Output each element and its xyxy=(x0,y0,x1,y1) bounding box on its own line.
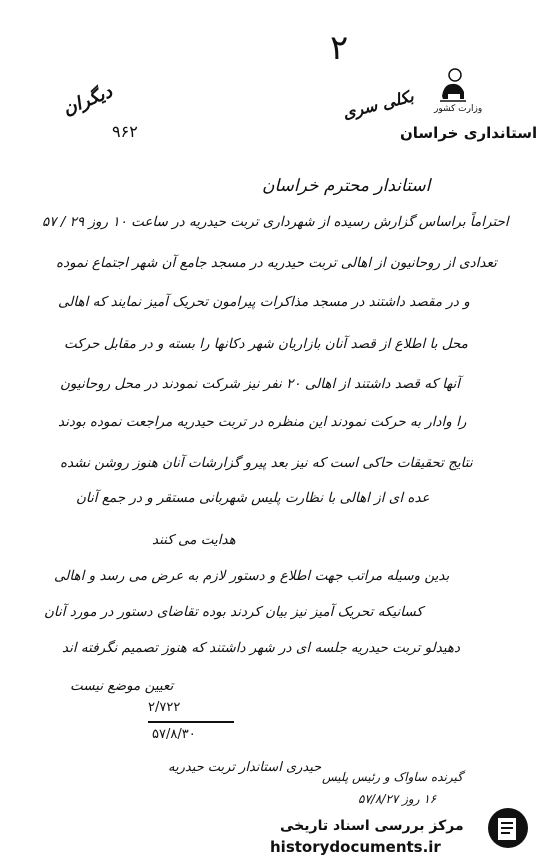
ministry-label: وزارت کشور xyxy=(434,104,483,114)
letter-line: عده ای از اهالی با نظارت پلیس شهربانی مستقر و در جمع آنان xyxy=(76,490,430,506)
letter-line: را وادار به حرکت نمودند این منظره در تربت حیدریه مراجعت نموده بودند xyxy=(58,414,467,430)
watermark-text: مرکز بررسی اسناد تاریخی xyxy=(280,818,464,834)
letter-line: آنها که قصد داشتند از اهالی ۲۰ نفر نیز شرکت نمودند در محل روحانیون xyxy=(60,376,461,392)
lion-and-sun-emblem-icon xyxy=(438,66,468,106)
margin-note: دیگران xyxy=(59,81,116,120)
addressee: استاندار محترم خراسان xyxy=(262,176,431,196)
letter-line: و در مقصد داشتند در مسجد مذاکرات پیرامون تحریک آمیز نمایند که اهالی xyxy=(58,294,470,310)
letter-line: دهیدلو تربت حیدریه جلسه ای در شهر داشتند که هنوز تصمیم نگرفته اند xyxy=(62,640,461,656)
cc-note: گیرنده ساواک و رئیس پلیس xyxy=(322,770,463,784)
letter-line: بدین وسیله مراتب جهت اطلاع و دستور لازم به عرض می رسد و اهالی xyxy=(54,568,450,584)
letter-line: هدایت می کنند xyxy=(152,532,236,548)
cc-date: ۱۶ روز ۵۷/۸/۲۷ xyxy=(358,792,437,806)
letter-line: تعدادی از روحانیون از اهالی تربت حیدریه در مسجد جامع آن شهر اجتماع نموده xyxy=(56,255,497,271)
letter-line: نتایج تحقیقات حاکی است که نیز بعد پیرو گزارشات آنان هنوز روشن نشده xyxy=(60,455,473,471)
margin-number: ۹۶۲ xyxy=(112,122,138,141)
classification-stamp: بکلی سری xyxy=(340,86,416,123)
letter-line: کسانیکه تحریک آمیز نیز بیان کردند بوده تقاضای دستور در مورد آنان xyxy=(44,604,423,620)
archive-logo-icon xyxy=(486,806,530,850)
signer-name: حیدری استاندار تربت حیدریه xyxy=(168,760,322,775)
reference-date: ۵۷/۸/۳۰ xyxy=(152,727,196,742)
letter-line: محل با اطلاع از قصد آنان بازاریان شهر دکانها را بسته و در مقابل حرکت xyxy=(64,336,468,352)
page-number: ٢ xyxy=(330,28,349,68)
reference-number: ۲/۷۲۲ xyxy=(148,700,181,715)
office-label: استانداری خراسان xyxy=(400,124,538,142)
watermark-url: historydocuments.ir xyxy=(270,838,441,856)
divider xyxy=(148,721,234,723)
letter-line: تعیین موضع نیست xyxy=(70,678,174,694)
letter-line: احتراماً براساس گزارش رسیده از شهرداری تربت حیدریه در ساعت ۱۰ روز ۲۹ / ۵۷ xyxy=(42,214,509,230)
